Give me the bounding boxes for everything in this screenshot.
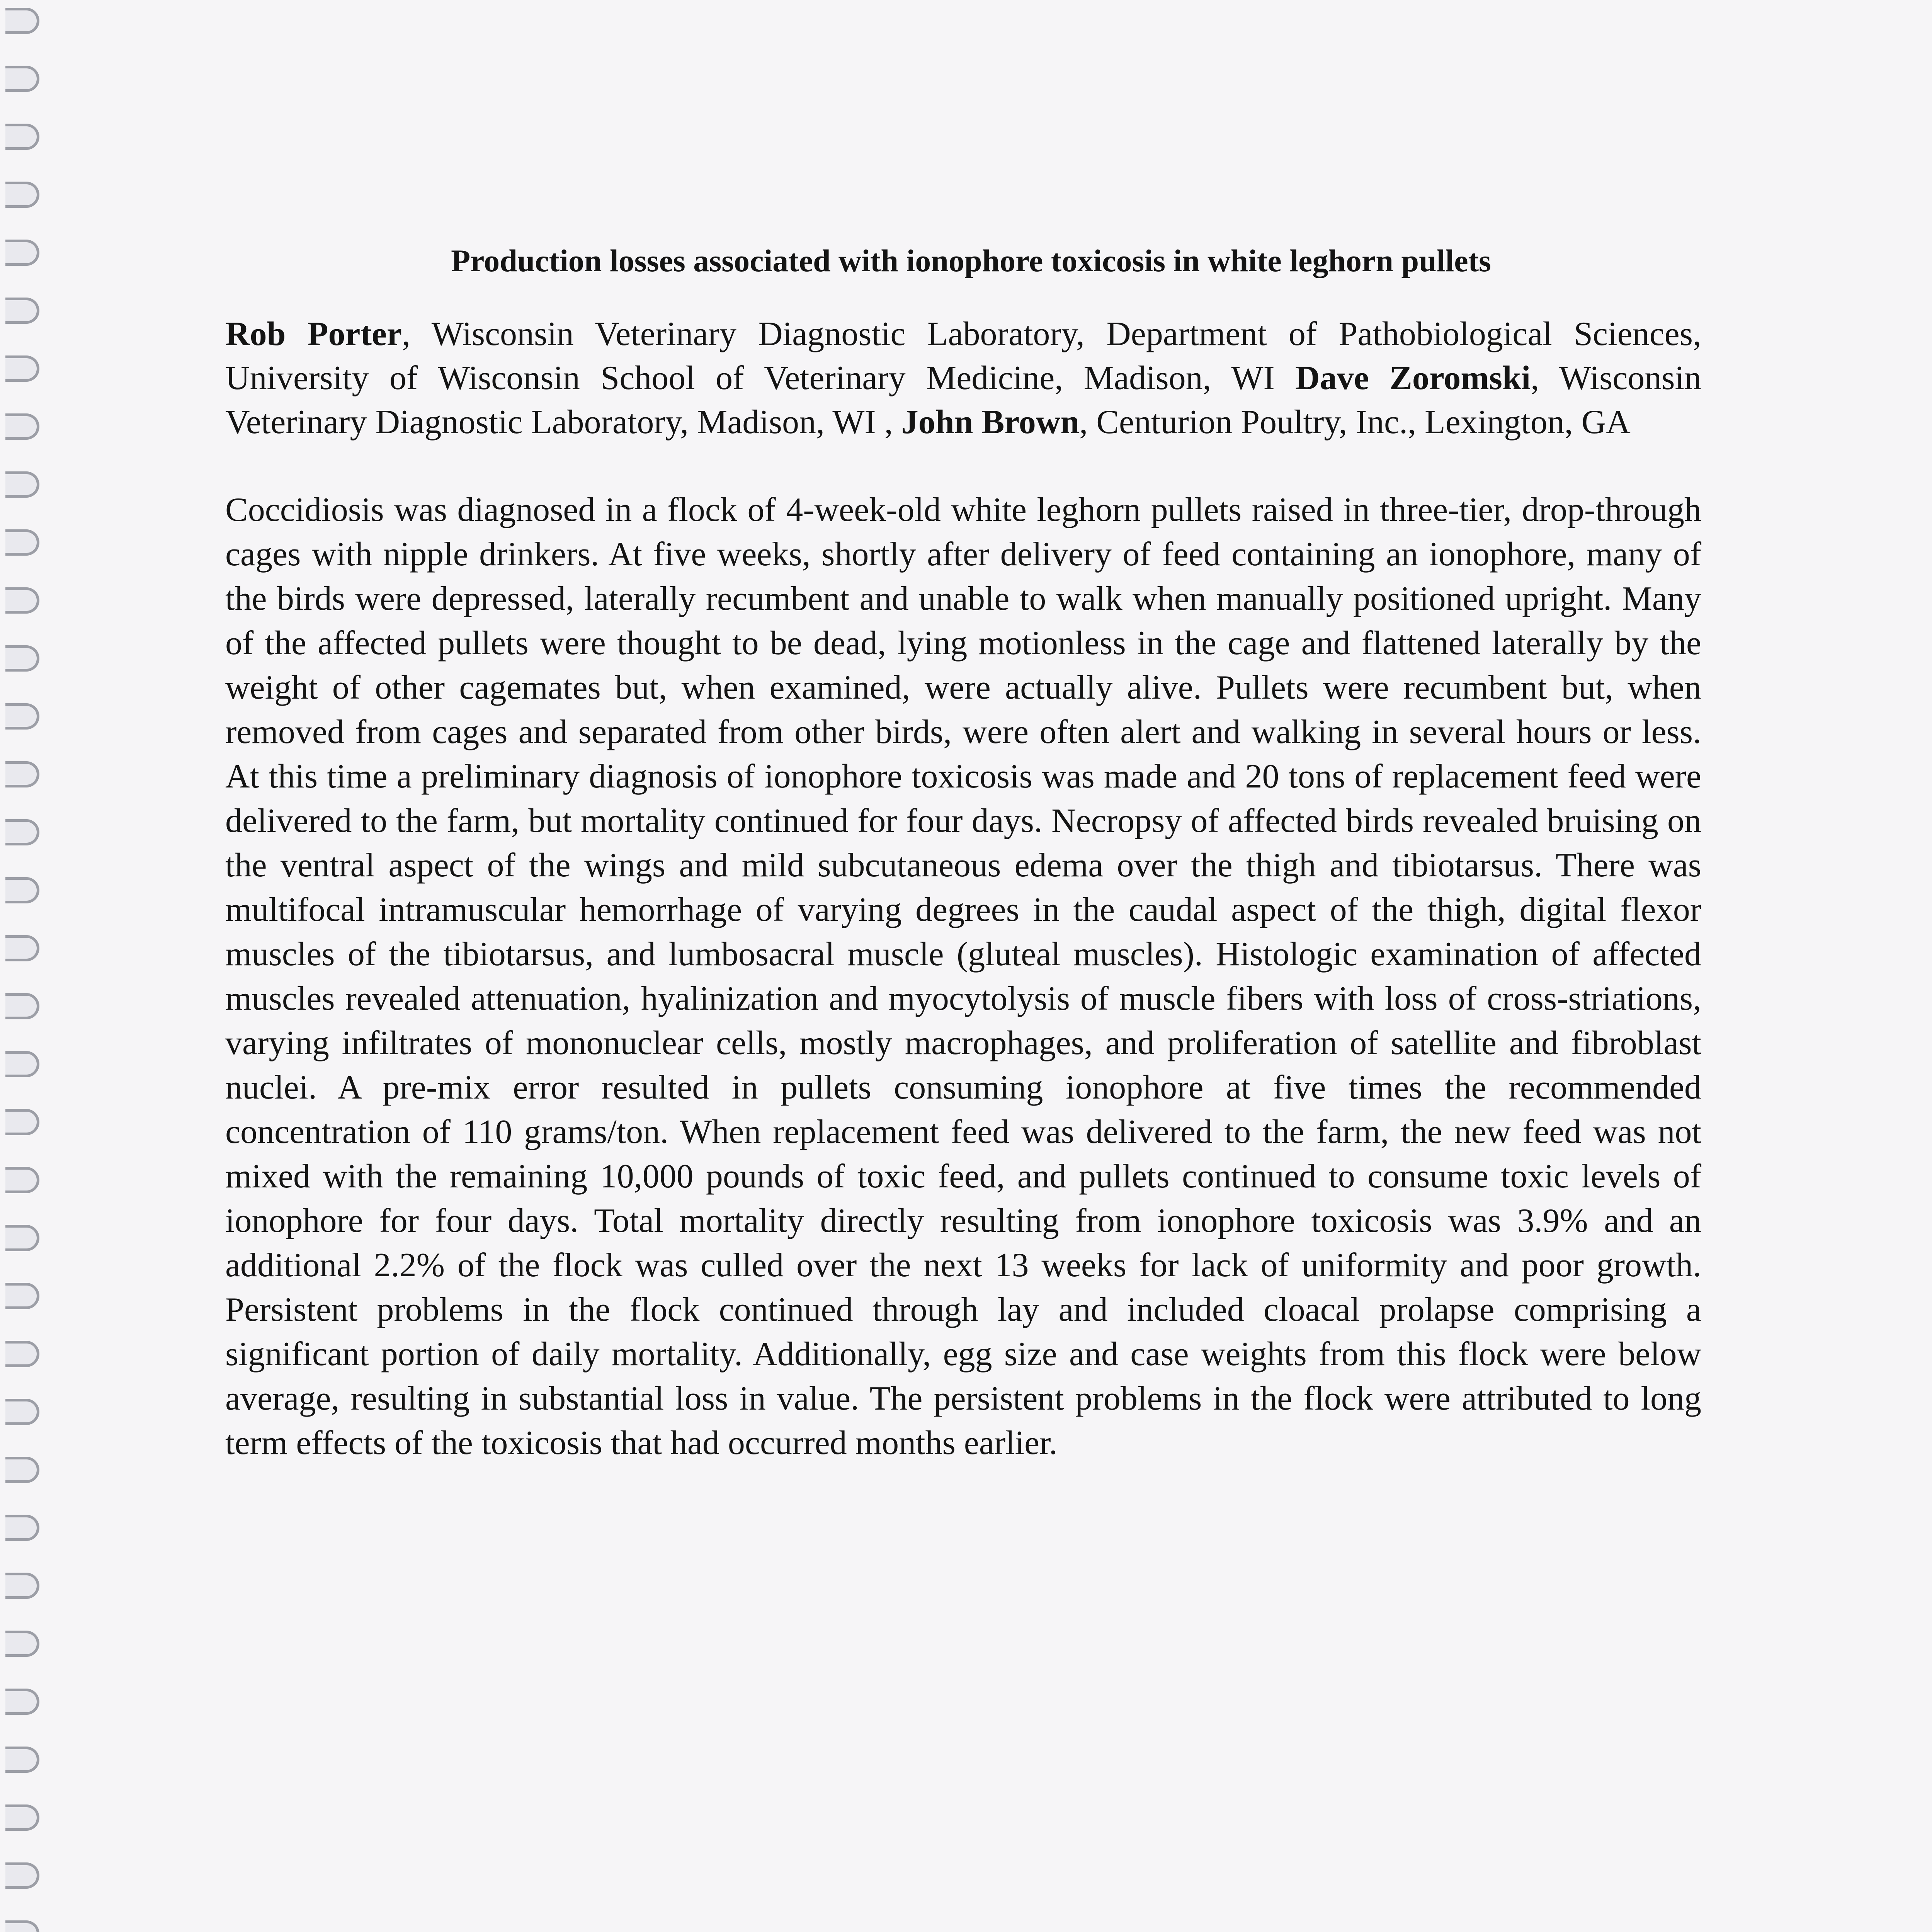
binding-hole xyxy=(5,819,39,845)
binding-hole xyxy=(5,1341,39,1367)
binding-hole xyxy=(5,703,39,730)
binding-hole xyxy=(5,1167,39,1193)
binding-hole xyxy=(5,1283,39,1309)
binding-hole xyxy=(5,1515,39,1541)
author-name: Dave Zoromski xyxy=(1295,359,1531,397)
binding-hole xyxy=(5,1689,39,1715)
binding-hole xyxy=(5,761,39,787)
binding-hole xyxy=(5,1862,39,1889)
binding-hole xyxy=(5,645,39,672)
document-title: Production losses associated with ionophore toxicosis in white leghorn pullets xyxy=(451,243,1491,278)
binding-hole xyxy=(5,877,39,903)
binding-hole xyxy=(5,124,39,150)
spiral-binding xyxy=(0,0,58,1932)
binding-hole xyxy=(5,1399,39,1425)
binding-hole xyxy=(5,529,39,556)
author-affiliation: , Wisconsin Veterinary Diagnostic Laboratory, Madison, WI , xyxy=(225,359,1701,441)
binding-hole xyxy=(5,8,39,34)
document-body xyxy=(225,240,1701,1465)
binding-hole xyxy=(5,355,39,382)
binding-hole xyxy=(5,1225,39,1251)
binding-hole xyxy=(5,1747,39,1773)
binding-hole xyxy=(5,1631,39,1657)
abstract-paragraph: Coccidiosis was diagnosed in a flock of 4-week-old white leghorn pullets raised in three-tier, drop-through cages with nipple drinkers. At five weeks, shortly after delivery of feed containing an ionophore, many of the birds were depressed, laterally recumbent and unable to walk when manually positioned upright. Many of the affected pullets were thought to be dead, lying motionless in the cage and flattened laterally by the weight of other cagemates but, when examined, were actually alive. Pullets were recumbent but, when removed from cages and separated from other birds, were often alert and walking in several hours or less. At this time a preliminary diagnosis of ionophore toxicosis was made and 20 tons of replacement feed were delivered to the farm, but mortality continued for four days. Necropsy of affected birds revealed bruising on the ventral aspect of the wings and mild subcutaneous edema over the thigh and tibiotarsus. There was multifocal intramuscular hemorrhage of varying degrees in the caudal aspect of the thigh, digital flexor muscles of the tibiotarsus, and lumbosacral muscle (gluteal muscles). Histologic examination of affected muscles revealed attenuation, hyalinization and myocytolysis of muscle fibers with loss of cross-striations, varying infiltrates of mononuclear cells, mostly macrophages, and proliferation of satellite and fibroblast nuclei. A pre-mix error resulted in pullets consuming ionophore at five times the recommended concentration of 110 grams/ton. When replacement feed was delivered to the farm, the new feed was not mixed with the remaining 10,000 pounds of toxic feed, and pullets continued to consume toxic levels of ionophore for four days. Total mortality directly resulting from ionophore toxicosis was 3.9% and an additional 2.2% of the flock was culled over the next 13 weeks for lack of uniformity and poor growth. Persistent problems in the flock continued through lay and included cloacal prolapse comprising a significant portion of daily mortality. Additionally, egg size and case weights from this flock were below average, resulting in substantial loss in value. The persistent problems in the flock were attributed to long term effects of the toxicosis that had occurred months earlier. xyxy=(225,491,1701,1462)
binding-hole xyxy=(5,1109,39,1135)
binding-hole xyxy=(5,182,39,208)
author-list xyxy=(225,312,1701,444)
binding-hole xyxy=(5,587,39,614)
binding-hole xyxy=(5,935,39,961)
author-name: Rob Porter xyxy=(225,315,402,353)
binding-hole xyxy=(5,1920,39,1932)
author-name: John Brown xyxy=(901,403,1080,441)
binding-hole xyxy=(5,1051,39,1077)
binding-hole xyxy=(5,993,39,1019)
binding-hole xyxy=(5,1457,39,1483)
binding-hole xyxy=(5,471,39,498)
binding-hole xyxy=(5,298,39,324)
binding-hole xyxy=(5,240,39,266)
binding-hole xyxy=(5,413,39,440)
binding-hole xyxy=(5,66,39,92)
binding-hole xyxy=(5,1804,39,1831)
author-affiliation: , Wisconsin Veterinary Diagnostic Laboratory, Department of Pathobiological Sciences, University of Wisconsin School of Veterinary Medicine, Madison, WI xyxy=(225,315,1701,397)
author-affiliation: , Centurion Poultry, Inc., Lexington, GA xyxy=(1079,403,1631,441)
binding-hole xyxy=(5,1573,39,1599)
